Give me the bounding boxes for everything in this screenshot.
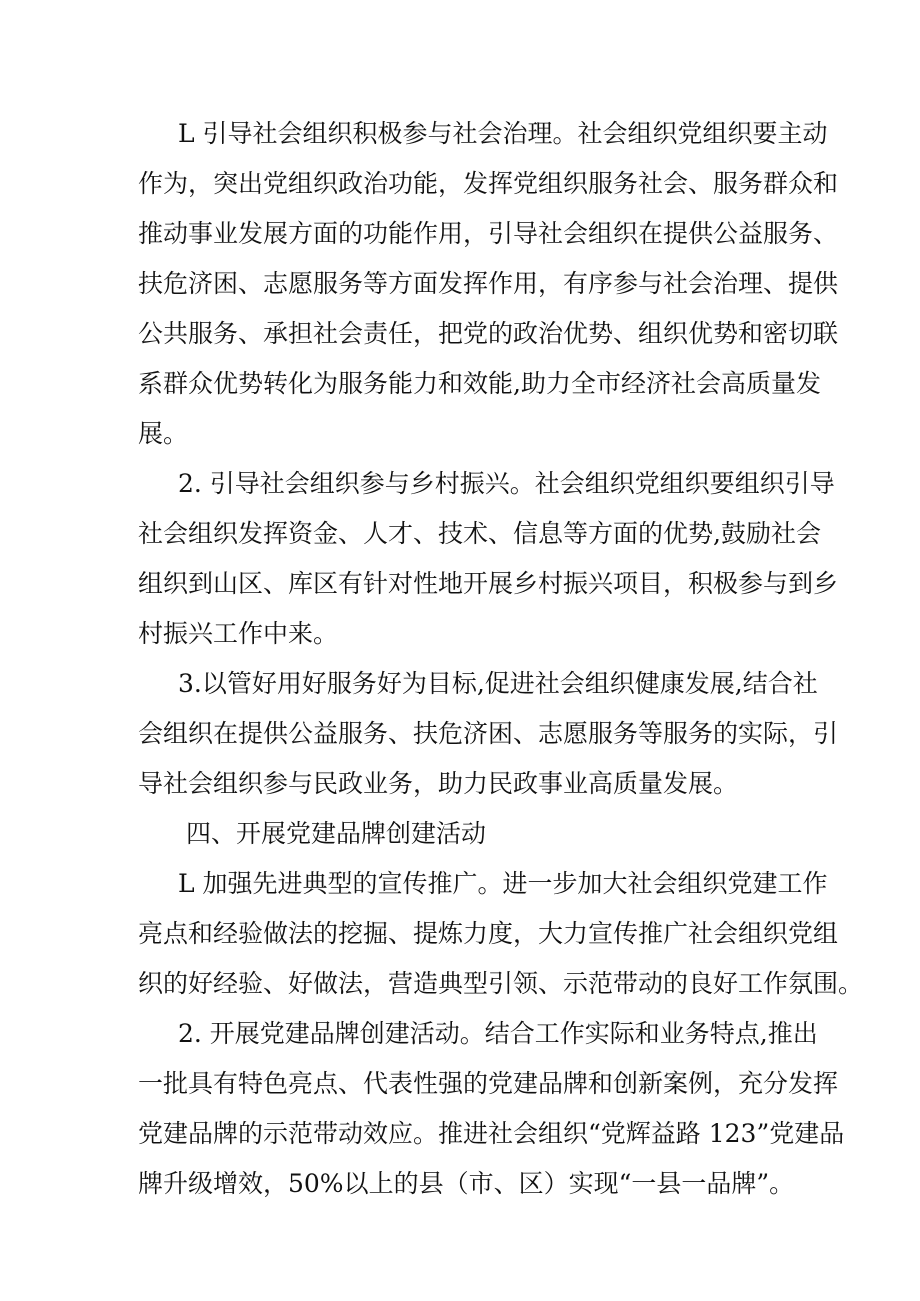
paragraph-line: L 加强先进典型的宣传推广。进一步加大社会组织党建工作: [178, 869, 828, 898]
paragraph-line: 3.以管好用好服务好为目标,促进社会组织健康发展,结合社: [178, 669, 818, 698]
paragraph-line: 导社会组织参与民政业务，助力民政事业高质量发展。: [138, 769, 739, 798]
paragraph-line: 党建品牌的示范带动效应。推进社会组织“党辉益路 123”党建品: [138, 1119, 845, 1148]
paragraph-line: 2. 引导社会组织参与乡村振兴。社会组织党组织要组织引导: [178, 469, 835, 498]
paragraph-line: 会组织在提供公益服务、扶危济困、志愿服务等服务的实际，引: [138, 719, 839, 748]
paragraph-line: 社会组织发挥资金、人才、技术、信息等方面的优势,鼓励社会: [138, 519, 821, 548]
paragraph-line: 村振兴工作中来。: [138, 619, 339, 648]
paragraph-line: 扶危济困、志愿服务等方面发挥作用，有序参与社会治理、提供: [138, 269, 839, 298]
paragraph-line: 展。: [138, 419, 189, 448]
paragraph-line: 亮点和经验做法的挖掘、提炼力度，大力宣传推广社会组织党组: [138, 919, 839, 948]
paragraph-line: 牌升级增效，50%以上的县（市、区）实现“一县一品牌”。: [138, 1169, 795, 1198]
paragraph-line: 2. 开展党建品牌创建活动。结合工作实际和业务特点,推出: [178, 1019, 818, 1048]
paragraph-line: 推动事业发展方面的功能作用，引导社会组织在提供公益服务、: [138, 219, 839, 248]
paragraph-line: 织的好经验、好做法，营造典型引领、示范带动的良好工作氛围。: [138, 969, 864, 998]
section-heading: 四、开展党建品牌创建活动: [186, 819, 487, 848]
paragraph-line: L 引导社会组织积极参与社会治理。社会组织党组织要主动: [178, 119, 828, 148]
paragraph-line: 组织到山区、库区有针对性地开展乡村振兴项目，积极参与到乡: [138, 569, 839, 598]
paragraph-line: 一批具有特色亮点、代表性强的党建品牌和创新案例，充分发挥: [138, 1069, 839, 1098]
paragraph-line: 公共服务、承担社会责任，把党的政治优势、组织优势和密切联: [138, 319, 839, 348]
paragraph-line: 作为，突出党组织政治功能，发挥党组织服务社会、服务群众和: [138, 169, 839, 198]
paragraph-line: 系群众优势转化为服务能力和效能,助力全市经济社会高质量发: [138, 369, 821, 398]
